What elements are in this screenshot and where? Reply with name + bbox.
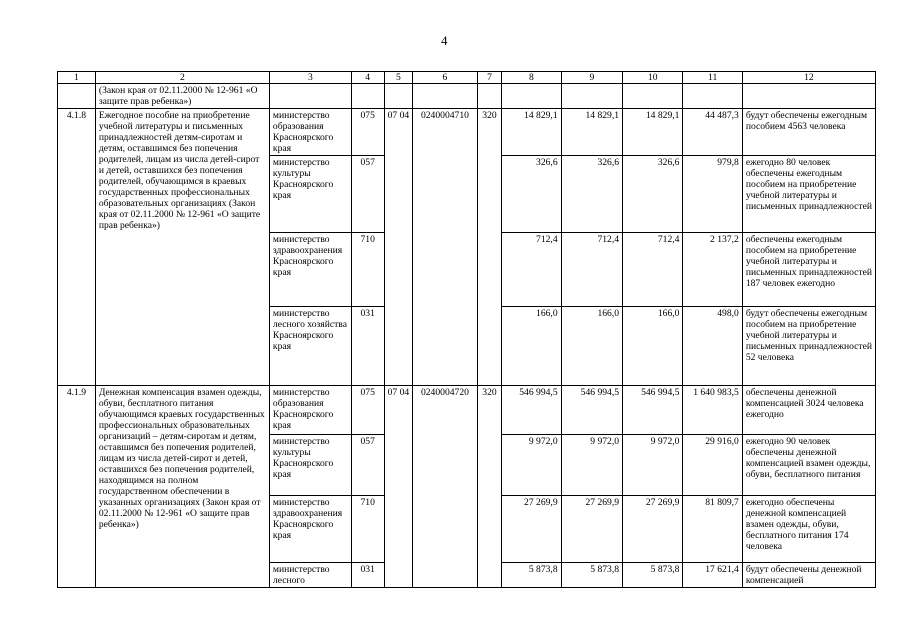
result-cell: будут обеспечены денежной компенсацией: [742, 563, 875, 588]
amount-cell: 979,8: [683, 156, 742, 233]
header-cell: 6: [413, 72, 477, 84]
result-cell: ежегодно 90 человек обеспечены денежной компенсацией взамен одежды, обуви, бесплатного питания: [742, 435, 875, 496]
amount-cell: 326,6: [561, 156, 622, 233]
header-row: [58, 72, 876, 84]
amount-cell: 326,6: [502, 156, 561, 233]
item-code-cell: 4.1.9: [58, 386, 96, 588]
amount-cell: 546 994,5: [623, 386, 683, 435]
amount-cell: 14 829,1: [623, 109, 683, 156]
section-cell: 07 04: [384, 109, 413, 386]
header-cell: 5: [384, 72, 413, 84]
amount-cell: 5 873,8: [561, 563, 622, 588]
ministry-cell: министерство здравоохранения Красноярского края: [269, 496, 351, 563]
program-table: [57, 71, 876, 588]
header-cell: 7: [477, 72, 502, 84]
item-code-cell: 4.1.8: [58, 109, 96, 386]
amount-cell: 5 873,8: [502, 563, 561, 588]
amount-cell: 9 972,0: [623, 435, 683, 496]
expense-type-cell: 320: [477, 386, 502, 588]
result-cell: будут обеспечены ежегодным пособием на приобретение учебной литературы и письменных принадлежностей 52 человека: [742, 307, 875, 386]
grbs-cell: 057: [351, 156, 384, 233]
result-cell: ежегодно 80 человек обеспечены ежегодным пособием на приобретение учебной литературы и письменных принадлежностей: [742, 156, 875, 233]
expense-type-cell: 320: [477, 109, 502, 386]
ministry-cell: министерство здравоохранения Красноярского края: [269, 233, 351, 307]
amount-cell: 81 809,7: [683, 496, 742, 563]
amount-cell: 9 972,0: [502, 435, 561, 496]
amount-cell: 712,4: [502, 233, 561, 307]
header-cell: 11: [683, 72, 742, 84]
amount-cell: 17 621,4: [683, 563, 742, 588]
description-cell: (Закон края от 02.11.2000 № 12-961 «О защите прав ребенка»): [95, 84, 269, 109]
page-number: 4: [441, 33, 448, 48]
amount-cell: 166,0: [502, 307, 561, 386]
header-cell: 9: [561, 72, 622, 84]
header-cell: 3: [269, 72, 351, 84]
amount-cell: 27 269,9: [561, 496, 622, 563]
amount-cell: 44 487,3: [683, 109, 742, 156]
header-cell: 2: [95, 72, 269, 84]
amount-cell: 5 873,8: [623, 563, 683, 588]
amount-cell: 498,0: [683, 307, 742, 386]
target-cell: 0240004710: [413, 109, 477, 386]
amount-cell: 9 972,0: [561, 435, 622, 496]
amount-cell: 712,4: [623, 233, 683, 307]
amount-cell: 546 994,5: [561, 386, 622, 435]
result-cell: обеспечены денежной компенсацией 3024 человека ежегодно: [742, 386, 875, 435]
amount-cell: 166,0: [623, 307, 683, 386]
amount-cell: 546 994,5: [502, 386, 561, 435]
ministry-cell: министерство культуры Красноярского края: [269, 435, 351, 496]
table-body: [58, 72, 876, 588]
table-row: [58, 109, 876, 156]
table-row: [58, 386, 876, 435]
amount-cell: 14 829,1: [561, 109, 622, 156]
grbs-cell: 031: [351, 307, 384, 386]
amount-cell: 27 269,9: [623, 496, 683, 563]
ministry-cell: министерство образования Красноярского края: [269, 386, 351, 435]
code-cell: [58, 84, 96, 109]
amount-cell: 326,6: [623, 156, 683, 233]
amount-cell: 166,0: [561, 307, 622, 386]
target-cell: 0240004720: [413, 386, 477, 588]
ministry-cell: министерство лесного: [269, 563, 351, 588]
item-description-cell: Ежегодное пособие на приобретение учебной литературы и письменных принадлежностей детям-сиротам и детям, оставшимся без попечения родителей, лицам из числа детей-сирот и детей, оставшихся без попечения родителей, обучающимся в краевых государственных профессиональных образовательных организациях (Закон края от 02.11.2000 № 12-961 «О защите прав ребенка»): [95, 109, 269, 386]
result-cell: ежегодно обеспечены денежной компенсацией взамен одежды, обуви, бесплатного питания 174 человека: [742, 496, 875, 563]
ministry-cell: министерство образования Красноярского края: [269, 109, 351, 156]
amount-cell: 1 640 983,5: [683, 386, 742, 435]
grbs-cell: 710: [351, 233, 384, 307]
header-cell: 8: [502, 72, 561, 84]
header-cell: 1: [58, 72, 96, 84]
header-cell: 10: [623, 72, 683, 84]
amount-cell: 712,4: [561, 233, 622, 307]
grbs-cell: 031: [351, 563, 384, 588]
item-description-cell: Денежная компенсация взамен одежды, обуви, бесплатного питания обучающимся краевых государственных профессиональных образовательных организаций – детям-сиротам и детям, оставшимся без попечения родителей, лицам из числа детей-сирот и детей, оставшихся без попечения родителей, находящимся на полном государственном обеспечении в указанных организациях (Закон края от 02.11.2000 № 12-961 «О защите прав ребенка»): [95, 386, 269, 588]
grbs-cell: 075: [351, 109, 384, 156]
result-cell: будут обеспечены ежегодным пособием 4563 человека: [742, 109, 875, 156]
ministry-cell: министерство культуры Красноярского края: [269, 156, 351, 233]
ministry-cell: министерство лесного хозяйства Красноярского края: [269, 307, 351, 386]
amount-cell: 29 916,0: [683, 435, 742, 496]
continuation-row: [58, 84, 876, 109]
header-cell: 12: [742, 72, 875, 84]
section-cell: 07 04: [384, 386, 413, 588]
amount-cell: 27 269,9: [502, 496, 561, 563]
grbs-cell: 710: [351, 496, 384, 563]
grbs-cell: 057: [351, 435, 384, 496]
grbs-cell: 075: [351, 386, 384, 435]
header-cell: 4: [351, 72, 384, 84]
amount-cell: 2 137,2: [683, 233, 742, 307]
result-cell: обеспечены ежегодным пособием на приобретение учебной литературы и письменных принадлежностей 187 человек ежегодно: [742, 233, 875, 307]
amount-cell: 14 829,1: [502, 109, 561, 156]
